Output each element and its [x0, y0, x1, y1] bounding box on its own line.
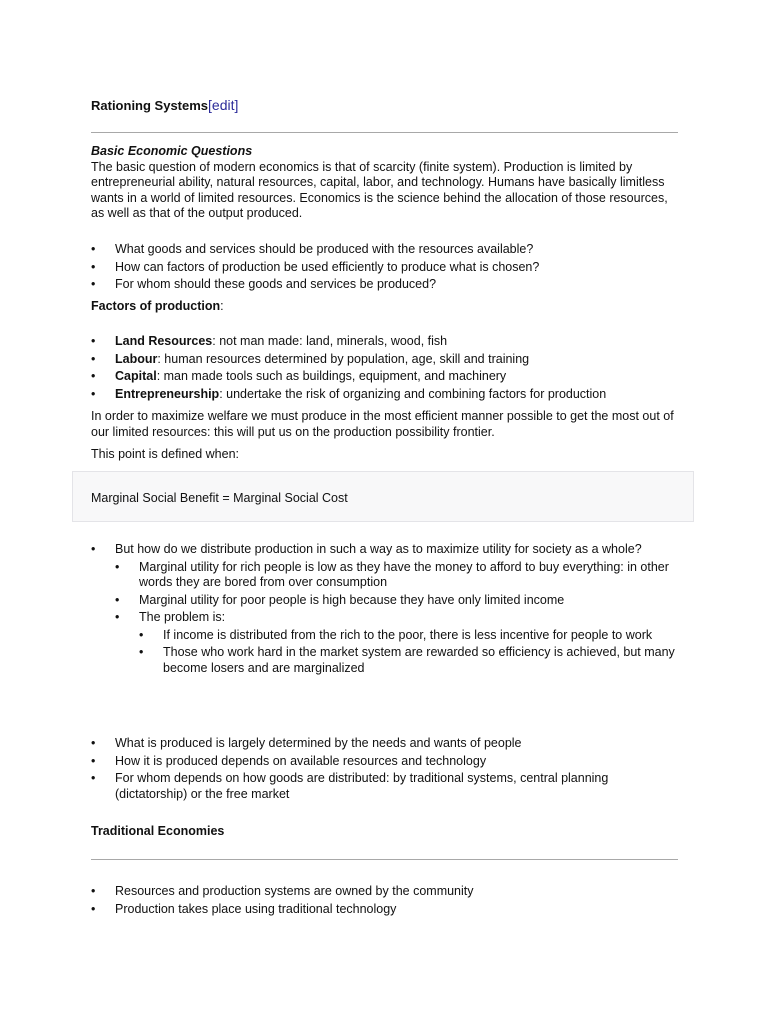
- list-item: [91, 352, 681, 368]
- equation-box: [72, 471, 694, 522]
- factor-desc: : not man made: land, minerals, wood, fish: [212, 334, 448, 348]
- section-divider: [91, 132, 678, 133]
- list-item: • For whom should these goods and services be produced?: [91, 277, 681, 293]
- questions-list: [91, 240, 681, 293]
- list-item: [91, 369, 681, 385]
- list-item: • How can factors of production be used efficiently to produce what is chosen?: [91, 260, 681, 276]
- list-item: [91, 334, 681, 350]
- factor-desc: : undertake the risk of organizing and combining factors for production: [219, 386, 607, 401]
- welfare-paragraph: In order to maximize welfare we must produce in the most efficient manner possible to get the most out of our limited resources: this will put us on the production possibility frontier.: [91, 409, 674, 439]
- list-item: • For whom depends on how goods are distributed: by traditional systems, central planning (dictatorship) or the free market: [91, 771, 681, 802]
- list-item: • Marginal utility for rich people is low as they have the money to afford to buy everything: in other words they are bored from over consumption: [91, 560, 691, 591]
- factors-heading-colon: :: [220, 299, 224, 313]
- factor-term: Land Resources: [115, 334, 213, 348]
- basic-questions-paragraph: The basic question of modern economics is that of scarcity (finite system). Production is limited by entrepreneurial ability, natural resources, capital, labor, and technology. Humans have basically limitless wants in a world of limited resources. Economics is the science behind the allocation of those resources, as well as that of the output produced.: [91, 159, 668, 220]
- list-item: • What goods and services should be produced with the resources available?: [91, 242, 681, 258]
- list-item: • Production takes place using traditional technology: [91, 902, 681, 918]
- list-item: • If income is distributed from the rich to the poor, there is less incentive for people to work: [91, 628, 691, 644]
- list-item: • Those who work hard in the market system are rewarded so efficiency is achieved, but many become losers and are marginalized: [91, 645, 691, 676]
- list-item: • What is produced is largely determined by the needs and wants of people: [91, 736, 681, 752]
- distribution-list: [91, 542, 691, 676]
- list-item: • But how do we distribute production in such a way as to maximize utility for society as a whole?: [91, 542, 691, 558]
- list-item: • Resources and production systems are owned by the community: [91, 884, 681, 900]
- factors-heading: [91, 299, 681, 315]
- factor-term: Labour: [115, 351, 158, 366]
- equation-text: Marginal Social Benefit = Marginal Social Cost: [91, 491, 348, 505]
- list-item: • How it is produced depends on available resources and technology: [91, 754, 681, 770]
- section-title-text: Rationing Systems: [91, 98, 209, 113]
- edit-link[interactable]: [edit]: [208, 97, 239, 113]
- basic-questions-block: [91, 144, 681, 222]
- factor-desc: : human resources determined by population, age, skill and training: [157, 351, 530, 366]
- factors-heading-text: Factors of production: [91, 299, 221, 313]
- traditional-divider: [91, 859, 678, 860]
- basic-questions-heading: Basic Economic Questions: [91, 144, 253, 158]
- factor-desc: : man made tools such as buildings, equipment, and machinery: [156, 369, 507, 383]
- section-title: [91, 98, 681, 114]
- traditional-list: [91, 882, 681, 917]
- defined-text: This point is defined when:: [91, 447, 240, 461]
- factor-term: Capital: [115, 369, 157, 383]
- list-item: [91, 387, 681, 403]
- summary-list: [91, 734, 681, 802]
- factors-list: [91, 332, 681, 402]
- factor-term: Entrepreneurship: [115, 386, 220, 401]
- list-item: • The problem is:: [91, 610, 691, 626]
- list-item: • Marginal utility for poor people is high because they have only limited income: [91, 593, 691, 609]
- traditional-title: Traditional Economies: [91, 824, 225, 838]
